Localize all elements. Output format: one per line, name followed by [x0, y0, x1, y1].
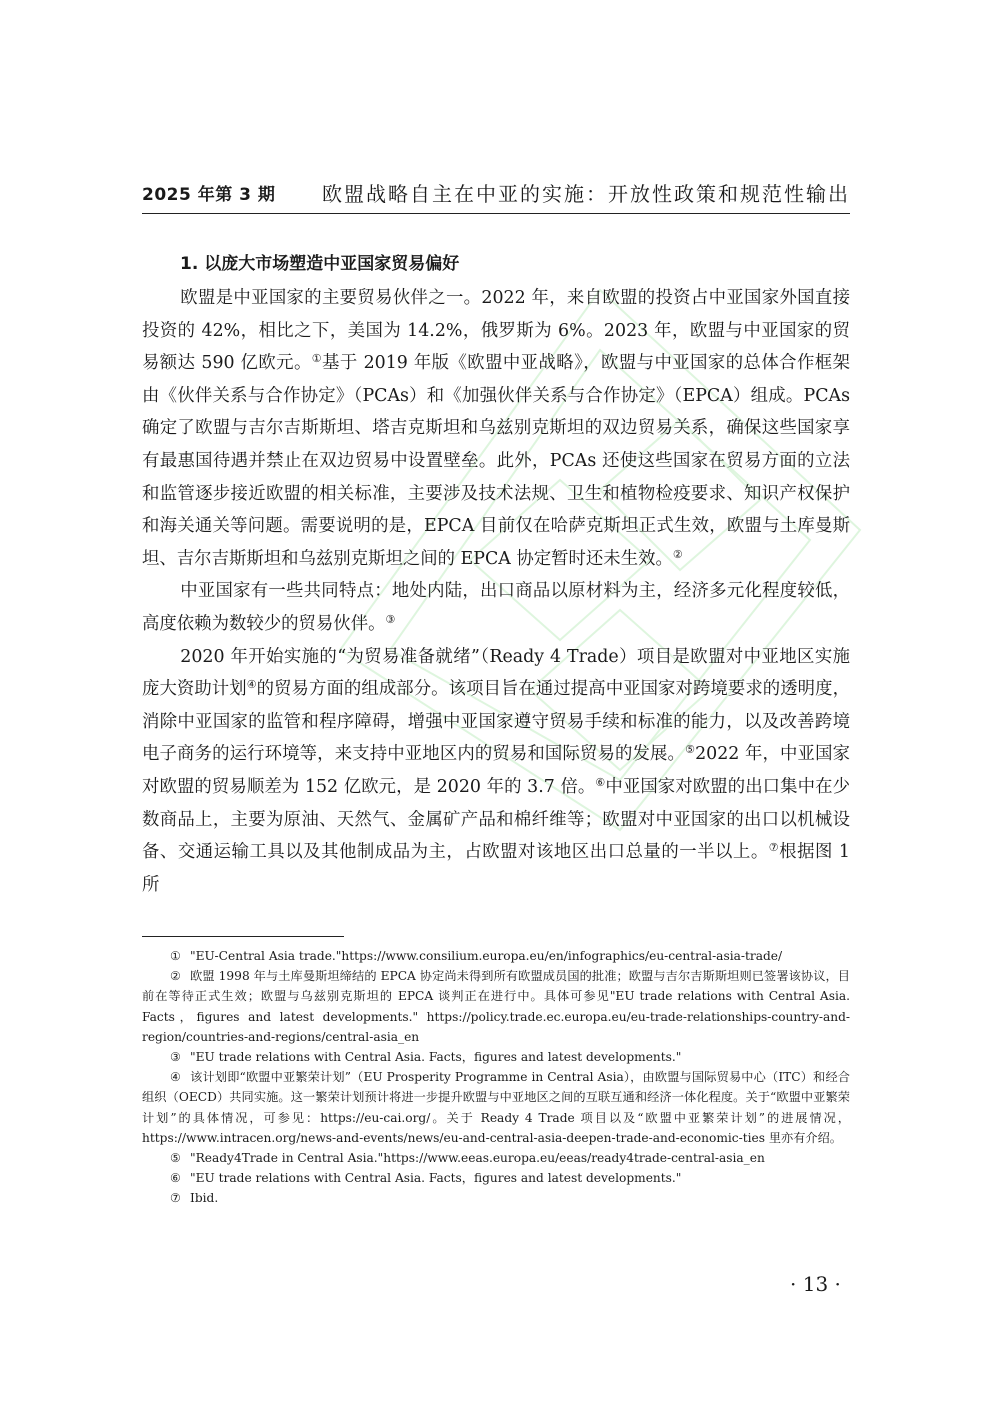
footnote-marker: ① [170, 949, 181, 963]
main-text [142, 250, 850, 901]
footnote-ref[interactable]: ⑦ [768, 841, 780, 855]
footnote-marker: ② [170, 969, 181, 984]
article-title: 欧盟战略自主在中亚的实施：开放性政策和规范性输出 [322, 182, 850, 206]
page-number: · 13 · [790, 1272, 841, 1296]
footnote-3 [142, 1047, 850, 1067]
text-run: 2020 年开始实施的“为贸易准备就绪”（Ready 4 Trade）项目是欧盟对中亚地区实施庞大资助计划 [142, 646, 850, 700]
footnote-text: "EU trade relations with Central Asia. Facts，figures and latest developments." [190, 1050, 682, 1065]
footnote-6 [142, 1168, 850, 1188]
footnote-divider [142, 936, 344, 937]
footnote-7 [142, 1188, 850, 1208]
text-run: 欧盟是中亚国家的主要贸易伙伴之一。2022 年，来自欧盟的投资占中亚国家外国直接投资的 42%，相比之下，美国为 14.2%，俄罗斯为 6%。2023 年，欧盟与中亚国家的贸易额达 590 亿欧元。 [142, 288, 850, 374]
footnote-text: 欧盟 1998 年与土库曼斯坦缔结的 EPCA 协定尚未得到所有欧盟成员国的批准；欧盟与吉尔吉斯斯坦则已签署该协议，目前在等待正式生效；欧盟与乌兹别克斯坦的 EPCA 谈判正在进行中。具体可参见"EU trade relations with Central Asia. Facts，figures and latest developments." https://policy.trade.ec.europa.eu/eu-trade-relationships-country-and-region/countries-and-regions/central-asia_en [142, 969, 850, 1044]
text-run: 中亚国家对欧盟的出口集中在少数商品上，主要为原油、天然气、金属矿产品和棉纤维等；欧盟对中亚国家的出口以机械设备、交通运输工具以及其他制成品为主，占欧盟对该地区出口总量的一半以上。 [142, 776, 850, 863]
footnote-text: 该计划即“欧盟中亚繁荣计划”（EU Prosperity Programme in Central Asia），由欧盟与国际贸易中心（ITC）和经合组织（OECD）共同实施。这一繁荣计划预计将进一步提升欧盟与中亚地区之间的互联互通和经济一体化程度。关于“欧盟中亚繁荣计划”的具体情况，可参见：https://eu-cai.org/。关于 Ready 4 Trade 项目以及“欧盟中亚繁荣计划”的进展情况，https://www.intracen.org/news-and-events/news/eu-and-central-asia-deepen-trade-and-economic-ties 里亦有介绍。 [142, 1070, 850, 1145]
text-run: 2022 年，中亚国家对欧盟的贸易顺差为 152 亿欧元，是 2020 年的 3.7 倍。 [142, 744, 850, 797]
text-run: 根据图 1 所 [142, 842, 850, 895]
footnote-5 [142, 1148, 850, 1168]
footnote-text: "EU-Central Asia trade."https://www.consilium.europa.eu/en/infographics/eu-central-asia-trade/ [190, 949, 783, 963]
footnote-ref[interactable]: ⑤ [685, 743, 696, 757]
text-run: 的贸易方面的组成部分。该项目旨在通过提高中亚国家对跨境要求的透明度，消除中亚国家的监管和程序障碍，增强中亚国家遵守贸易手续和标准的能力，以及改善跨境电子商务的运行环境等，来支持中亚地区内的贸易和国际贸易的发展。 [142, 679, 850, 765]
footnote-ref[interactable]: ④ [246, 678, 257, 692]
text-run: 中亚国家有一些共同特点：地处内陆，出口商品以原材料为主，经济多元化程度较低，高度依赖为数较少的贸易伙伴。 [142, 581, 850, 634]
footnote-marker: ⑤ [170, 1151, 181, 1166]
footnote-4 [142, 1067, 850, 1148]
footnote-ref[interactable]: ② [672, 547, 683, 561]
footnote-marker: ⑥ [170, 1171, 181, 1186]
section-heading: 1. 以庞大市场塑造中亚国家贸易偏好 [180, 254, 460, 274]
footnote-ref[interactable]: ③ [385, 612, 396, 626]
footnote-text: Ibid. [190, 1191, 219, 1206]
footnote-ref[interactable]: ⑥ [595, 775, 606, 789]
footnote-marker: ⑦ [170, 1191, 181, 1206]
footnote-marker: ④ [170, 1070, 181, 1085]
header-divider [142, 213, 850, 214]
paragraph-1 [142, 282, 850, 575]
issue-label: 2025 年第 3 期 [142, 185, 276, 205]
footnote-1 [142, 946, 850, 966]
paragraph-2 [142, 575, 850, 640]
footnote-marker: ③ [170, 1050, 181, 1065]
text-run: 基于 2019 年版《欧盟中亚战略》，欧盟与中亚国家的总体合作框架由《伙伴关系与合作协定》（PCAs）和《加强伙伴关系与合作协定》（EPCA）组成。PCAs 确定了欧盟与吉尔吉斯斯坦、塔吉克斯坦和乌兹别克斯坦的双边贸易关系，确保这些国家享有最惠国待遇并禁止在双边贸易中设置壁垒。此外，PCAs 还使这些国家在贸易方面的立法和监管逐步接近欧盟的相关标准，主要涉及技术法规、卫生和植物检疫要求、知识产权保护和海关通关等问题。需要说明的是，EPCA 目前仅在哈萨克斯坦正式生效，欧盟与土库曼斯坦、吉尔吉斯斯坦和乌兹别克斯坦之间的 EPCA 协定暂时还未生效。 [142, 353, 850, 569]
paragraph-3 [142, 641, 850, 902]
footnote-2 [142, 966, 850, 1047]
footnote-text: "EU trade relations with Central Asia. Facts，figures and latest developments." [190, 1171, 682, 1186]
footnote-ref[interactable]: ① [311, 352, 323, 366]
footnotes [142, 946, 850, 1209]
running-header [142, 178, 850, 204]
footnote-text: "Ready4Trade in Central Asia."https://www.eeas.europa.eu/eeas/ready4trade-central-asia_en [190, 1151, 765, 1166]
